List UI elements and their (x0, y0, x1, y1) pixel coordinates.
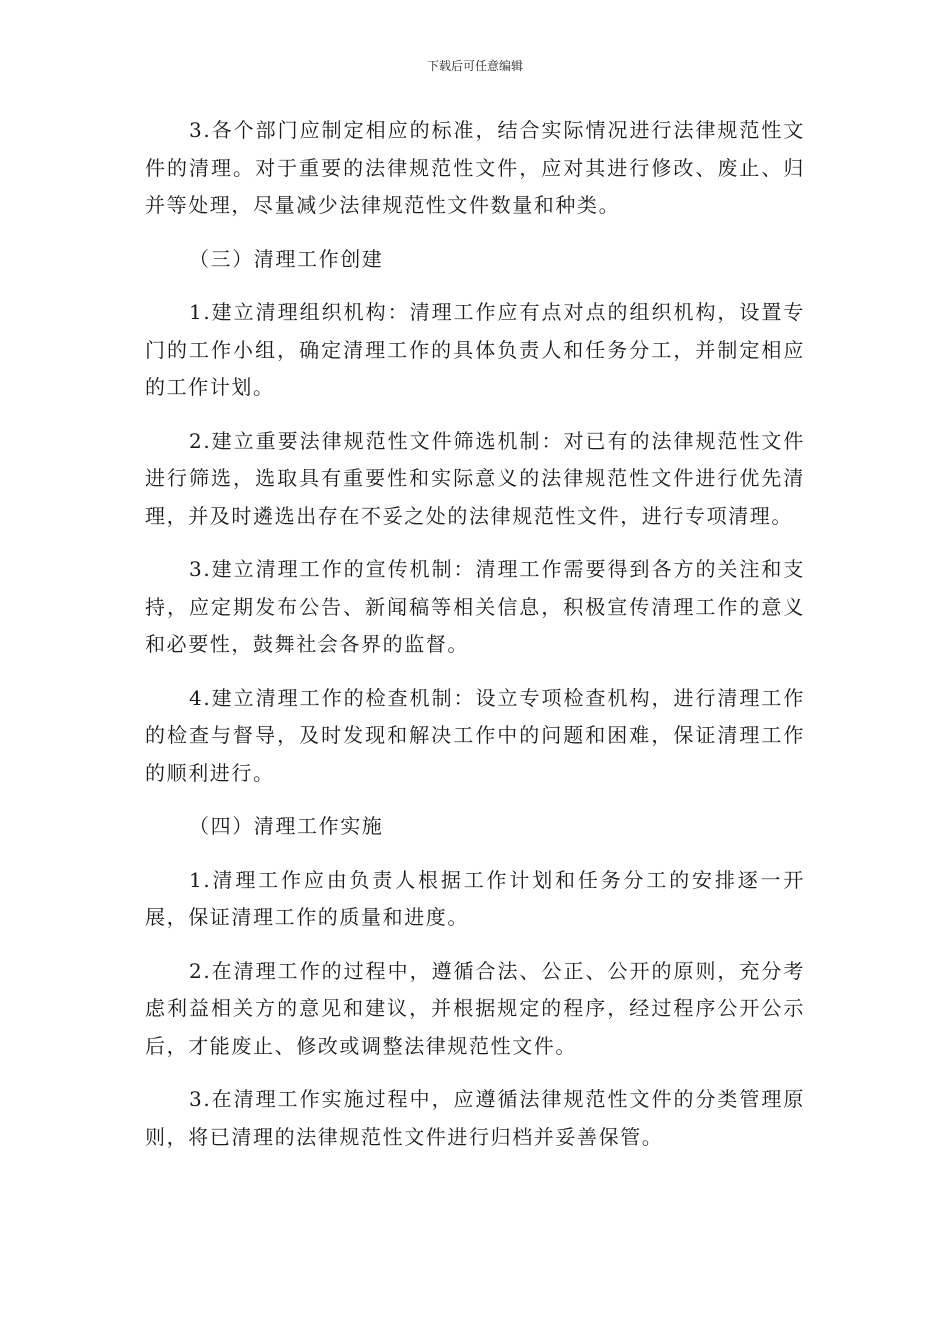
section-heading-4: （四）清理工作实施 (189, 814, 384, 838)
paragraph-item-3-publicity: 3.建立清理工作的宣传机制：清理工作需要得到各方的关注和支持，应定期发布公告、新闻稿等相关信息，积极宣传清理工作的意义和必要性，鼓舞社会各界的监督。 (145, 557, 805, 656)
paragraph-item-3-standards: 3.各个部门应制定相应的标准，结合实际情况进行法律规范性文件的清理。对于重要的法律规范性文件，应对其进行修改、废止、归并等处理，尽量减少法律规范性文件数量和种类。 (145, 118, 805, 217)
paragraph-item-3-archiving: 3.在清理工作实施过程中，应遵循法律规范性文件的分类管理原则，将已清理的法律规范性文件进行归档并妥善保管。 (145, 1087, 805, 1149)
paragraph-item-2-screening: 2.建立重要法律规范性文件筛选机制：对已有的法律规范性文件进行筛选，选取具有重要性和实际意义的法律规范性文件进行优先清理，并及时遴选出存在不妥之处的法律规范性文件，进行专项清理。 (145, 428, 805, 528)
paragraph-item-4-inspection: 4.建立清理工作的检查机制：设立专项检查机构，进行清理工作的检查与督导，及时发现和解决工作中的问题和困难，保证清理工作的顺利进行。 (145, 685, 805, 785)
document-body (145, 112, 805, 1172)
section-heading-3: （三）清理工作创建 (189, 246, 384, 271)
paragraph-item-1-implementation: 1.清理工作应由负责人根据工作计划和任务分工的安排逐一开展，保证清理工作的质量和进度。 (145, 867, 805, 929)
page-header: 下载后可任意编辑 (426, 59, 523, 73)
paragraph-item-1-organization: 1.建立清理组织机构：清理工作应有点对点的组织机构，设置专门的工作小组，确定清理工作的具体负责人和任务分工，并制定相应的工作计划。 (145, 300, 805, 399)
paragraph-item-2-principles: 2.在清理工作的过程中，遵循合法、公正、公开的原则，充分考虑利益相关方的意见和建议，并根据规定的程序，经过程序公开公示后，才能废止、修改或调整法律规范性文件。 (145, 958, 805, 1058)
